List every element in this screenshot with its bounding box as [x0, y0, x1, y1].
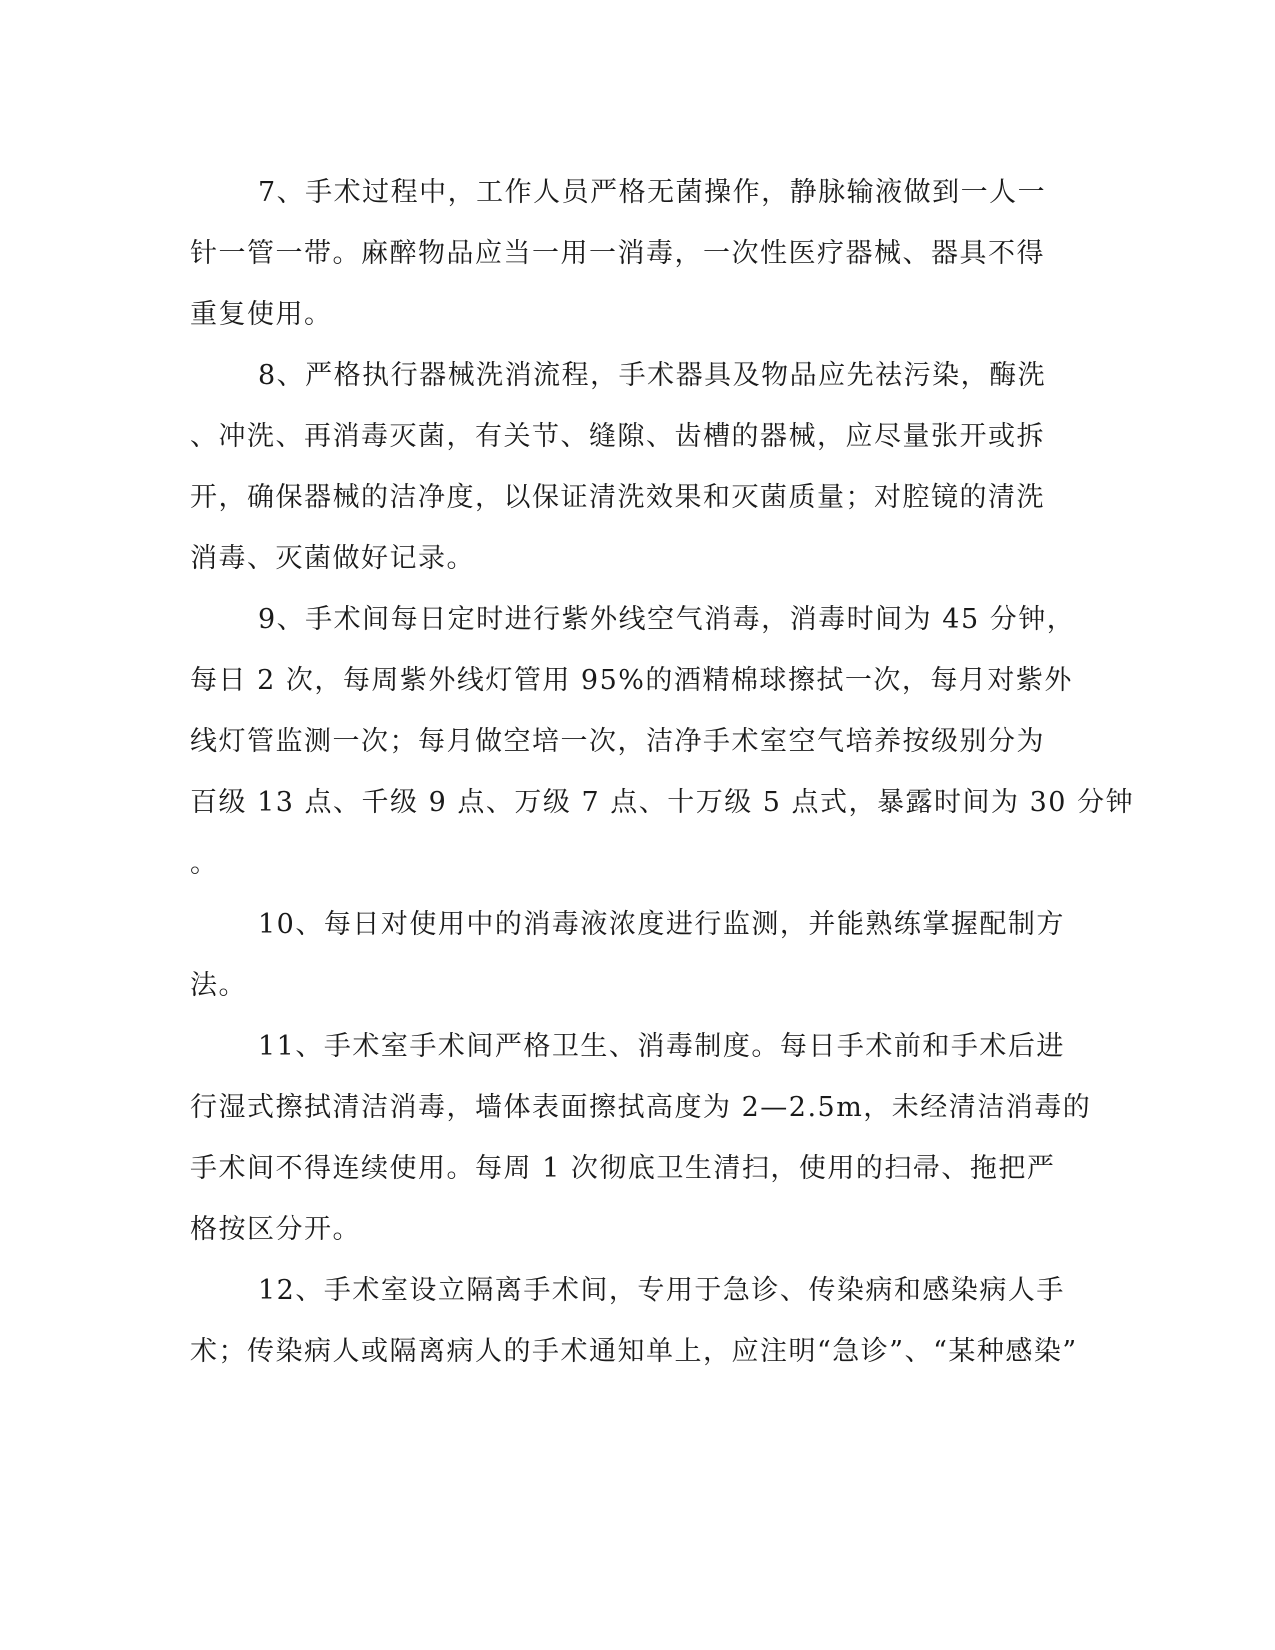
text-line: 格按区分开。	[190, 1214, 361, 1245]
text-line: 7、手术过程中，工作人员严格无菌操作，静脉输液做到一人一	[258, 177, 1047, 208]
text-line: 线灯管监测一次；每月做空培一次，洁净手术室空气培养按级别分为	[190, 726, 1045, 757]
text-line: 10、每日对使用中的消毒液浓度进行监测，并能熟练掌握配制方	[258, 909, 1065, 940]
text-line: 12、手术室设立隔离手术间，专用于急诊、传染病和感染病人手	[258, 1275, 1065, 1306]
text-line: 开，确保器械的洁净度，以保证清洗效果和灭菌质量；对腔镜的清洗	[190, 482, 1045, 513]
text-line: 11、手术室手术间严格卫生、消毒制度。每日手术前和手术后进	[258, 1031, 1065, 1062]
text-line: 8、严格执行器械洗消流程，手术器具及物品应先祛污染，酶洗	[258, 360, 1047, 391]
document-body	[190, 162, 1135, 1382]
text-line: 每日 2 次，每周紫外线灯管用 95%的酒精棉球擦拭一次，每月对紫外	[190, 665, 1073, 696]
text-line: 法。	[190, 970, 247, 1001]
text-line: 术；传染病人或隔离病人的手术通知单上，应注明“急诊”、“某种感染”	[190, 1336, 1078, 1367]
text-line: 手术间不得连续使用。每周 1 次彻底卫生清扫，使用的扫帚、拖把严	[190, 1153, 1056, 1184]
text-line: 行湿式擦拭清洁消毒，墙体表面擦拭高度为 2—2.5m，未经清洁消毒的	[190, 1092, 1092, 1123]
text-line: 针一管一带。麻醉物品应当一用一消毒，一次性医疗器械、器具不得	[190, 238, 1045, 269]
text-line: 9、手术间每日定时进行紫外线空气消毒，消毒时间为 45 分钟，	[258, 604, 1076, 635]
text-line: 消毒、灭菌做好记录。	[190, 543, 475, 574]
text-line: 百级 13 点、千级 9 点、万级 7 点、十万级 5 点式，暴露时间为 30 分钟	[190, 787, 1135, 818]
text-line: 。	[190, 848, 219, 879]
text-line: 重复使用。	[190, 299, 333, 330]
text-line: 、冲洗、再消毒灭菌，有关节、缝隙、齿槽的器械，应尽量张开或拆	[190, 421, 1045, 452]
